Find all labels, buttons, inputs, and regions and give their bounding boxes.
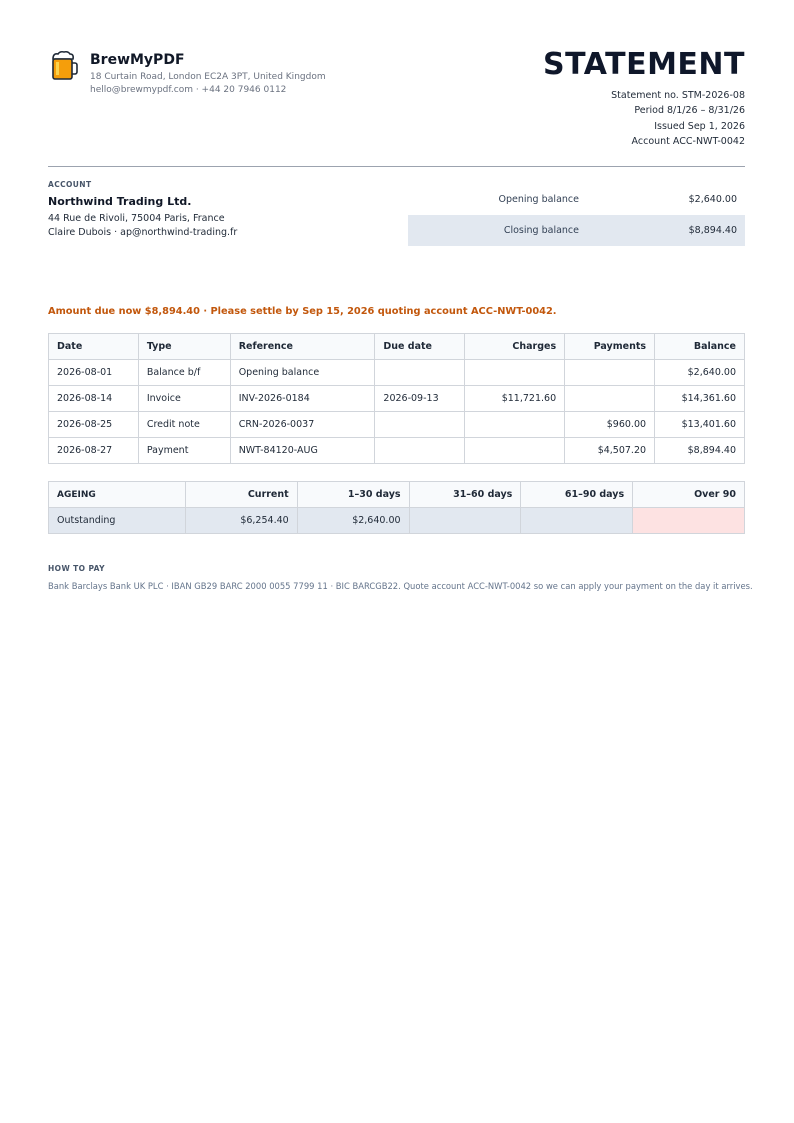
cell-date: 2026-08-25 <box>49 412 139 438</box>
opening-balance-label: Opening balance <box>498 194 579 205</box>
cell-date: 2026-08-01 <box>49 360 139 386</box>
issue-date: Issued Sep 1, 2026 <box>654 120 745 132</box>
account-block <box>48 180 388 238</box>
ageing-label: AGEING <box>49 482 186 508</box>
cell-reference: INV-2026-0184 <box>230 386 375 412</box>
closing-balance-row <box>408 215 745 246</box>
header <box>48 48 745 166</box>
cell-due-date <box>375 360 465 386</box>
column-header: Payments <box>565 334 655 360</box>
company-contact: hello@brewmypdf.com · +44 20 7946 0112 <box>90 85 287 95</box>
account-number: Account ACC-NWT-0042 <box>631 135 745 147</box>
cell-payments: $4,507.20 <box>565 438 655 464</box>
cell-due-date <box>375 438 465 464</box>
cell-payments <box>565 360 655 386</box>
account-label: ACCOUNT <box>48 180 92 189</box>
column-header: 31–60 days <box>409 482 521 508</box>
transactions-table <box>48 333 745 464</box>
cell-type: Payment <box>138 438 230 464</box>
cell-balance: $8,894.40 <box>655 438 745 464</box>
statement-number: Statement no. STM-2026-08 <box>611 90 745 101</box>
statement-page <box>48 47 753 591</box>
header-divider <box>48 166 745 167</box>
cell-payments: $960.00 <box>565 412 655 438</box>
cell-reference: CRN-2026-0037 <box>230 412 375 438</box>
closing-balance-value: $8,894.40 <box>587 215 745 246</box>
column-header: Date <box>49 334 139 360</box>
balance-summary <box>408 184 745 246</box>
opening-balance-row <box>408 184 745 215</box>
ageing-1-30: $2,640.00 <box>297 508 409 534</box>
account-address: 44 Rue de Rivoli, 75004 Paris, France <box>48 213 225 224</box>
ageing-header-row <box>49 482 745 508</box>
cell-type: Invoice <box>138 386 230 412</box>
table-row <box>49 386 745 412</box>
cell-charges: $11,721.60 <box>465 386 565 412</box>
column-header: Reference <box>230 334 375 360</box>
table-row <box>49 438 745 464</box>
how-to-pay <box>48 564 753 591</box>
column-header: Due date <box>375 334 465 360</box>
ageing-61-90 <box>521 508 633 534</box>
closing-balance-label: Closing balance <box>408 215 587 246</box>
cell-type: Balance b/f <box>138 360 230 386</box>
statement-period: Period 8/1/26 – 8/31/26 <box>634 105 745 117</box>
column-header: Charges <box>465 334 565 360</box>
table-row <box>49 360 745 386</box>
cell-balance: $2,640.00 <box>655 360 745 386</box>
document-meta <box>543 48 745 149</box>
account-name: Northwind Trading Ltd. <box>48 195 192 208</box>
cell-charges <box>465 360 565 386</box>
column-header: Type <box>138 334 230 360</box>
company-name: BrewMyPDF <box>90 52 185 68</box>
cell-type: Credit note <box>138 412 230 438</box>
transactions-header-row <box>49 334 745 360</box>
column-header: Balance <box>655 334 745 360</box>
amount-due-notice: Amount due now $8,894.40 · Please settle by Sep 15, 2026 quoting account ACC-NWT-0042. <box>48 306 557 317</box>
company-details <box>90 52 390 97</box>
cell-payments <box>565 386 655 412</box>
ageing-31-60 <box>409 508 521 534</box>
beer-mug-icon <box>48 50 80 82</box>
cell-balance: $14,361.60 <box>655 386 745 412</box>
cell-charges <box>465 412 565 438</box>
column-header: 1–30 days <box>297 482 409 508</box>
cell-reference: NWT-84120-AUG <box>230 438 375 464</box>
column-header: Over 90 <box>633 482 745 508</box>
cell-due-date: 2026-09-13 <box>375 386 465 412</box>
ageing-row <box>49 508 745 534</box>
cell-date: 2026-08-27 <box>49 438 139 464</box>
how-to-pay-text: Bank Barclays Bank UK PLC · IBAN GB29 BARC 2000 0055 7799 11 · BIC BARCGB22. Quote account ACC-NWT-0042 so we can apply your payment on the day it arrives. <box>48 581 753 591</box>
column-header: Current <box>185 482 297 508</box>
ageing-table <box>48 481 745 534</box>
opening-balance-value: $2,640.00 <box>688 194 737 205</box>
table-row <box>49 412 745 438</box>
ageing-row-label: Outstanding <box>49 508 186 534</box>
how-to-pay-label: HOW TO PAY <box>48 564 105 573</box>
cell-balance: $13,401.60 <box>655 412 745 438</box>
company-address: 18 Curtain Road, London EC2A 3PT, United Kingdom <box>90 72 326 82</box>
cell-due-date <box>375 412 465 438</box>
document-title: STATEMENT <box>542 47 745 82</box>
cell-date: 2026-08-14 <box>49 386 139 412</box>
ageing-current: $6,254.40 <box>185 508 297 534</box>
column-header: 61–90 days <box>521 482 633 508</box>
cell-charges <box>465 438 565 464</box>
cell-reference: Opening balance <box>230 360 375 386</box>
ageing-over-90 <box>633 508 745 534</box>
account-contact: Claire Dubois · ap@northwind-trading.fr <box>48 227 238 238</box>
